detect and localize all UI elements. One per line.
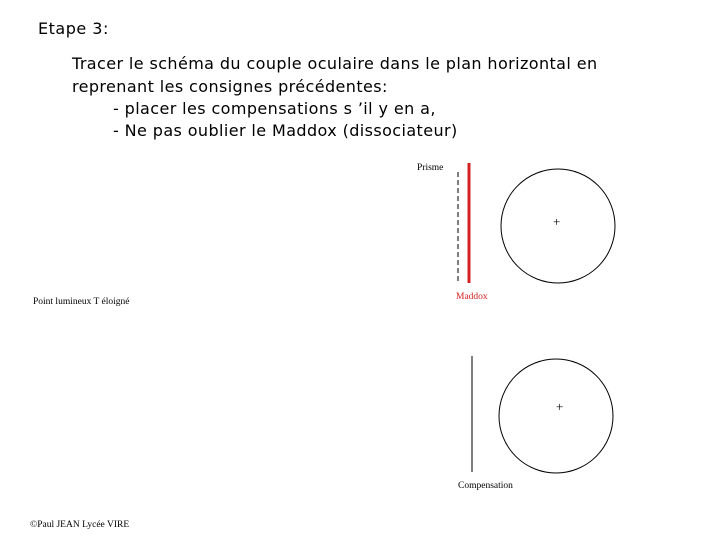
copyright-footer: ©Paul JEAN Lycée VIRE: [30, 520, 130, 530]
instruction-line: Tracer le schéma du couple oculaire dans le plan horizontal en: [72, 54, 598, 73]
instruction-bullet: - placer les compensations s ’il y en a,: [113, 99, 436, 118]
maddox-label: Maddox: [456, 292, 488, 302]
point-label: Point lumineux T éloigné: [33, 297, 130, 307]
instruction-line: reprenant les consignes précédentes:: [72, 77, 388, 96]
compensation-label: Compensation: [458, 481, 513, 491]
eye-circle-bottom: [499, 359, 613, 473]
prism-label: Prisme: [417, 163, 444, 173]
step-title: Etape 3:: [38, 19, 109, 38]
eye-center-mark-bottom: +: [556, 399, 564, 414]
instruction-bullet: - Ne pas oublier le Maddox (dissociateur): [113, 121, 458, 140]
eye-center-mark-top: +: [553, 214, 561, 229]
